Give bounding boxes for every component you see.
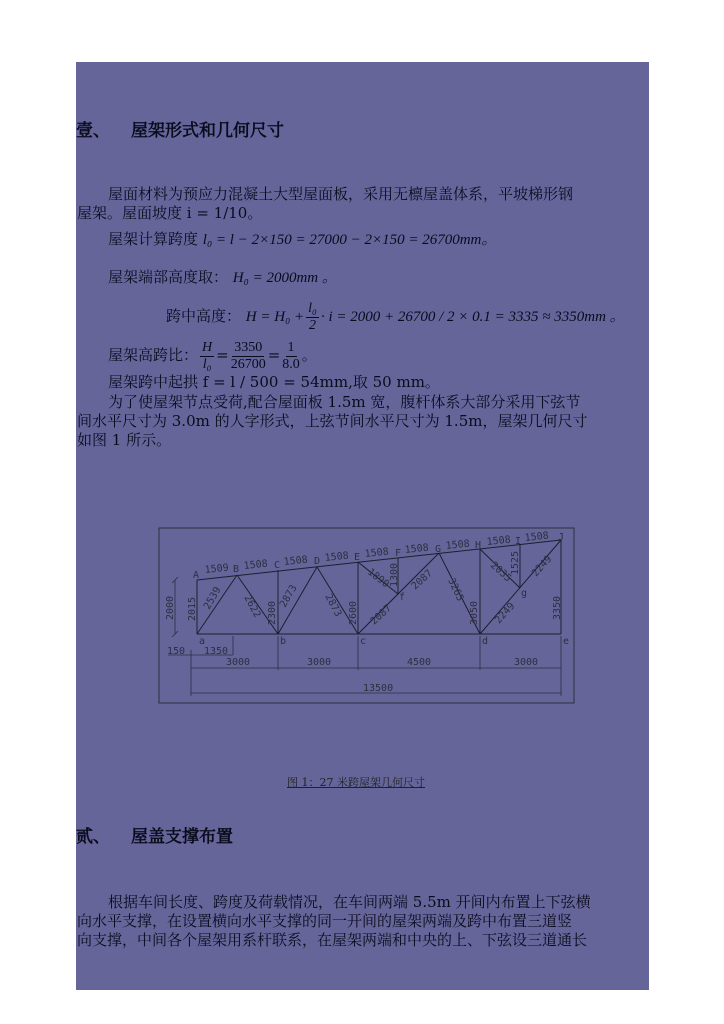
period: 。 — [301, 346, 317, 364]
length-label: 2300 — [267, 600, 278, 625]
numerator: H — [202, 339, 213, 355]
paragraph-line: 屋架。屋面坡度 i = 1/10。 — [77, 204, 263, 222]
section-number: 贰、 — [76, 827, 110, 847]
length-label: 2015 — [187, 596, 198, 621]
formula: H₀ = 2000mm 。 — [232, 270, 337, 286]
length-label: 2873 — [322, 592, 344, 619]
length-label: 1508 — [324, 550, 350, 564]
node-label: I — [515, 536, 522, 547]
length-label: 2087 — [409, 567, 435, 593]
dimension-label: 3000 — [226, 657, 251, 668]
denominator: 26700 — [230, 356, 266, 372]
dimension-label: 13500 — [363, 683, 394, 694]
dimension-label: 3000 — [514, 657, 539, 668]
length-label: 1508 — [445, 538, 471, 552]
length-label: 2000 — [165, 595, 176, 620]
length-label: 2087 — [368, 602, 394, 628]
numerator: 3350 — [234, 339, 263, 355]
denominator: 2 — [309, 317, 317, 333]
denominator: l₀ — [202, 356, 212, 372]
length-label: 2600 — [348, 600, 359, 625]
length-label: 1509 — [204, 562, 230, 576]
node-label: e — [563, 636, 570, 647]
length-label: 1890 — [365, 566, 391, 591]
dimension-label: 3000 — [307, 657, 332, 668]
paragraph-line: 如图 1 所示。 — [77, 431, 172, 449]
dimension-label: 150 — [167, 646, 186, 657]
section-number: 壹、 — [76, 121, 110, 141]
length-label: 3050 — [469, 600, 480, 625]
paragraph-line: 向支撑，中间各个屋架用系杆联系，在屋架两端和中央的上、下弦设三道通长 — [77, 931, 588, 949]
node-label: H — [475, 540, 482, 551]
section-heading: 屋盖支撑布置 — [131, 827, 233, 847]
node-label: a — [199, 636, 206, 647]
node-label: d — [482, 636, 489, 647]
length-label: 2539 — [202, 585, 224, 612]
node-label: B — [233, 564, 240, 575]
formula-label: 屋架高跨比： — [108, 346, 199, 364]
formula-label: 跨中高度： — [166, 307, 242, 325]
denominator: 8.0 — [282, 356, 300, 372]
formula-ratio: 屋架高跨比： $\frac{H}{\text{l₀}}$ = $\frac{3350}{26700}$ = $\frac{1}{8.0}$ 。 — [108, 339, 317, 372]
figure-caption: 图 1：27 米跨屋架几何尺寸 — [287, 776, 425, 789]
dimension-label: 4500 — [407, 657, 432, 668]
formula: l₀ = l − 2×150 = 27000 − 2×150 = 26700mm。 — [202, 232, 497, 248]
length-label: 2622 — [241, 593, 263, 620]
node-label: c — [360, 636, 367, 647]
paragraph-line: 间水平尺寸为 3.0m 的人字形式，上弦节间水平尺寸为 1.5m，屋架几何尺寸 — [77, 412, 588, 430]
section-heading: 屋架形式和几何尺寸 — [131, 121, 284, 141]
formula-label: 屋架端部高度取： — [108, 268, 229, 286]
length-label: 1508 — [243, 558, 269, 572]
length-label: 1508 — [524, 530, 550, 544]
length-label: 3265 — [445, 576, 466, 604]
length-label: 2035 — [487, 560, 514, 585]
numerator: 1 — [287, 339, 295, 355]
formula-label: 屋架计算跨度 — [108, 230, 199, 248]
node-label: C — [274, 560, 281, 571]
dimension-label: 1350 — [204, 646, 229, 657]
paragraph-line: 根据车间长度、跨度及荷载情况，在车间两端 5.5m 开间内布置上下弦横 — [108, 893, 591, 911]
length-label: 3350 — [552, 595, 563, 620]
length-label: 1300 — [389, 562, 400, 587]
node-label: E — [354, 552, 361, 563]
length-label: 2249 — [530, 553, 555, 580]
paragraph-line: 为了使屋架节点受荷,配合屋面板 1.5m 宽，腹杆体系大部分采用下弦节 — [108, 393, 581, 411]
length-label: 1508 — [364, 546, 390, 560]
node-label: G — [435, 544, 442, 555]
node-label: A — [193, 570, 200, 581]
member-lengths — [165, 531, 563, 628]
node-label: F — [395, 548, 402, 559]
paragraph-line: 屋架跨中起拱 f = l / 500 = 54mm,取 50 mm。 — [108, 373, 440, 391]
length-label: 2873 — [278, 583, 300, 610]
dimension-labels — [167, 646, 538, 694]
formula: H = H₀ + — [245, 309, 305, 325]
length-label: 1508 — [404, 542, 430, 556]
length-label: 1508 — [486, 534, 512, 548]
paragraph-line: 向水平支撑，在设置横向水平支撑的同一开间的屋架两端及跨中布置三道竖 — [77, 912, 573, 930]
formula: · i = 2000 + 26700 / 2 × 0.1 = 3335 ≈ 3350mm 。 — [320, 309, 625, 325]
node-label: f — [399, 592, 406, 603]
node-label: D — [314, 556, 321, 567]
paragraph-line: 屋面材料为预应力混凝土大型屋面板，采用无檩屋盖体系，平坡梯形钢 — [108, 185, 574, 203]
length-label: 1508 — [283, 554, 309, 568]
node-label: b — [280, 636, 287, 647]
node-label: g — [521, 588, 528, 599]
node-label: J — [558, 532, 565, 543]
length-label: 1525 — [510, 550, 521, 575]
length-label: 2249 — [493, 600, 518, 627]
numerator: l₀ — [308, 300, 317, 316]
